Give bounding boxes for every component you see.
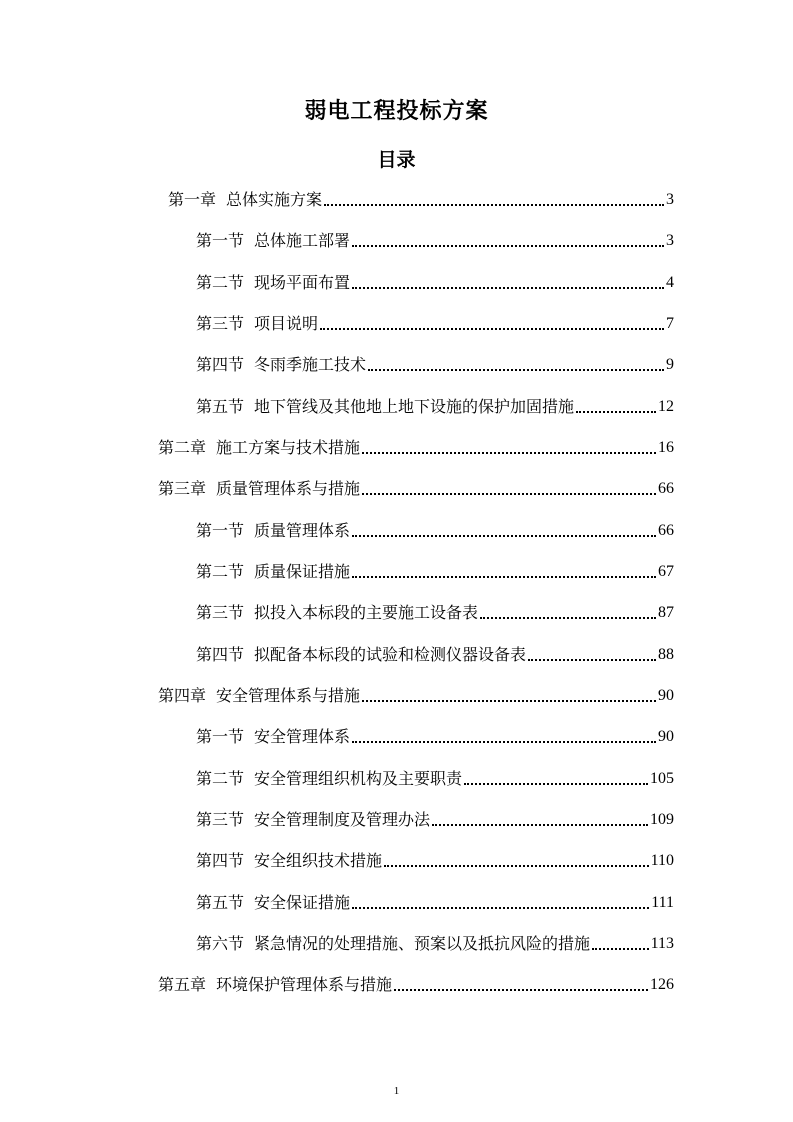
toc-entry-number: 第一节 — [196, 727, 245, 746]
toc-heading: 目录 — [377, 149, 416, 171]
toc-entry-page: 3 — [666, 191, 674, 208]
toc-section-entry[interactable] — [196, 806, 674, 830]
toc-entry-page: 9 — [666, 356, 674, 373]
toc-dot-leader — [464, 781, 648, 785]
toc-entry-title: 安全保证措施 — [254, 893, 351, 912]
toc-entry-page: 66 — [658, 480, 674, 497]
toc-entry-title: 质量管理体系 — [254, 521, 351, 540]
toc-chapter-entry[interactable] — [168, 186, 674, 210]
toc-entry-number: 第三节 — [196, 810, 245, 829]
toc-entry-page: 90 — [658, 728, 674, 745]
toc-entry-number: 第四节 — [196, 851, 245, 870]
toc-entry-page: 88 — [658, 646, 674, 663]
toc-entry-number: 第三章 — [158, 479, 207, 498]
toc-section-entry[interactable] — [196, 227, 674, 251]
toc-entry-title: 拟配备本标段的试验和检测仪器设备表 — [254, 645, 527, 664]
toc-entry-title: 总体施工部署 — [254, 231, 351, 250]
toc-entry-number: 第三节 — [196, 603, 245, 622]
toc-entry-title: 安全管理制度及管理办法 — [254, 810, 431, 829]
toc-entry-title: 安全管理体系与措施 — [216, 686, 361, 705]
toc-section-entry[interactable] — [196, 847, 674, 871]
toc-entry-number: 第六节 — [196, 934, 245, 953]
toc-section-entry[interactable] — [196, 765, 674, 789]
toc-entry-page: 109 — [650, 811, 674, 828]
toc-dot-leader — [362, 450, 656, 454]
toc-entry-number: 第五节 — [196, 397, 245, 416]
toc-entry-title: 安全管理组织机构及主要职责 — [254, 769, 463, 788]
page-number: 1 — [393, 1085, 400, 1097]
toc-entry-number: 第三节 — [196, 314, 245, 333]
toc-entry-number: 第二节 — [196, 562, 245, 581]
toc-entry-title: 冬雨季施工技术 — [254, 355, 367, 374]
toc-section-entry[interactable] — [196, 269, 674, 293]
toc-entry-page: 126 — [650, 976, 674, 993]
toc-entry-title: 紧急情况的处理措施、预案以及抵抗风险的措施 — [254, 934, 591, 953]
toc-section-entry[interactable] — [196, 310, 674, 334]
toc-dot-leader — [576, 409, 656, 413]
toc-entry-title: 安全组织技术措施 — [254, 851, 383, 870]
toc-entry-page: 7 — [666, 315, 674, 332]
toc-entry-number: 第四节 — [196, 355, 245, 374]
toc-section-entry[interactable] — [196, 723, 674, 747]
toc-entry-number: 第二节 — [196, 273, 245, 292]
toc-section-entry[interactable] — [196, 641, 674, 665]
toc-dot-leader — [368, 367, 664, 371]
toc-entry-page: 3 — [666, 232, 674, 249]
toc-entry-page: 67 — [658, 563, 674, 580]
toc-section-entry[interactable] — [196, 889, 674, 913]
toc-entry-title: 环境保护管理体系与措施 — [216, 975, 393, 994]
toc-entry-page: 90 — [658, 687, 674, 704]
toc-entry-title: 质量保证措施 — [254, 562, 351, 581]
toc-section-entry[interactable] — [196, 599, 674, 623]
toc-dot-leader — [352, 905, 649, 909]
toc-entry-number: 第四节 — [196, 645, 245, 664]
toc-entry-page: 110 — [650, 852, 674, 869]
toc-dot-leader — [352, 243, 664, 247]
toc-entry-number: 第四章 — [158, 686, 207, 705]
toc-entry-number: 第一节 — [196, 521, 245, 540]
toc-entry-number: 第二章 — [158, 438, 207, 457]
toc-entry-page: 16 — [658, 439, 674, 456]
toc-entry-number: 第二节 — [196, 769, 245, 788]
toc-entry-number: 第一节 — [196, 231, 245, 250]
toc-dot-leader — [320, 326, 664, 330]
toc-dot-leader — [352, 574, 656, 578]
toc-dot-leader — [384, 863, 649, 867]
toc-dot-leader — [432, 822, 648, 826]
toc-entry-title: 质量管理体系与措施 — [216, 479, 361, 498]
toc-dot-leader — [352, 739, 656, 743]
toc-entry-page: 66 — [658, 522, 674, 539]
toc-section-entry[interactable] — [196, 393, 674, 417]
toc-entry-title: 现场平面布置 — [254, 273, 351, 292]
toc-section-entry[interactable] — [196, 558, 674, 582]
toc-entry-number: 第五章 — [158, 975, 207, 994]
toc-entry-page: 113 — [650, 935, 674, 952]
toc-dot-leader — [362, 698, 656, 702]
toc-entry-page: 111 — [651, 894, 674, 911]
toc-entry-page: 4 — [666, 274, 674, 291]
toc-section-entry[interactable] — [196, 517, 674, 541]
toc-entry-title: 安全管理体系 — [254, 727, 351, 746]
toc-section-entry[interactable] — [196, 351, 674, 375]
toc-dot-leader — [592, 946, 649, 950]
toc-chapter-entry[interactable] — [158, 682, 674, 706]
toc-entry-page: 105 — [650, 770, 674, 787]
toc-dot-leader — [362, 491, 656, 495]
document-title: 弱电工程投标方案 — [304, 99, 489, 124]
toc-entry-title: 地下管线及其他地上地下设施的保护加固措施 — [254, 397, 575, 416]
toc-chapter-entry[interactable] — [158, 434, 674, 458]
toc-entry-number: 第五节 — [196, 893, 245, 912]
toc-dot-leader — [352, 533, 656, 537]
toc-chapter-entry[interactable] — [158, 475, 674, 499]
toc-entry-title: 项目说明 — [254, 314, 319, 333]
toc-dot-leader — [324, 202, 664, 206]
toc-entry-page: 87 — [658, 604, 674, 621]
toc-dot-leader — [480, 615, 656, 619]
toc-entry-number: 第一章 — [168, 190, 217, 209]
toc-section-entry[interactable] — [196, 930, 674, 954]
toc-entry-title: 拟投入本标段的主要施工设备表 — [254, 603, 479, 622]
toc-dot-leader — [528, 657, 656, 661]
toc-entry-title: 施工方案与技术措施 — [216, 438, 361, 457]
toc-dot-leader — [352, 285, 664, 289]
toc-dot-leader — [394, 987, 648, 991]
toc-entry-page: 12 — [658, 398, 674, 415]
toc-chapter-entry[interactable] — [158, 971, 674, 995]
toc-entry-title: 总体实施方案 — [226, 190, 323, 209]
